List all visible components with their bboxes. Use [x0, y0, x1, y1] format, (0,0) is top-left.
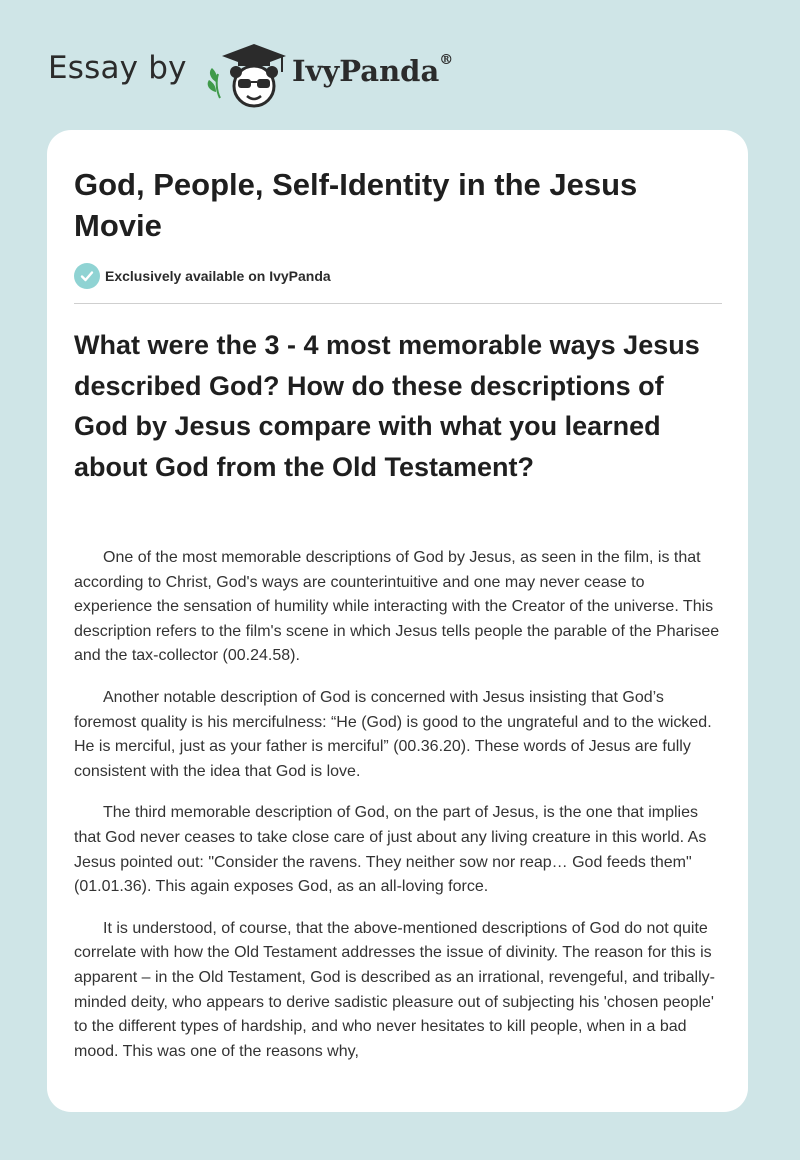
site-header	[48, 36, 508, 110]
essay-body	[74, 546, 724, 1081]
paragraph: It is understood, of course, that the above-mentioned descriptions of God do not quite correlate with how the Old Testament addresses the issue of divinity. The reason for this is apparent – in the Old Testament, God is described as an irrational, revengeful, and tribally-minded deity, who appears to derive sadistic pleasure out of subjecting his 'chosen people' to the different types of hardship, and who never hesitates to kill people, when in a bad mood. This was one of the reasons why,	[74, 919, 715, 1060]
paragraph: The third memorable description of God, on the part of Jesus, is the one that implies that God never ceases to take close care of just about any living creature in this world. As Jesus pointed out: "Consider the ravens. They neither sow nor reap… God feeds them" (01.01.36). This again exposes God, as an all-loving force.	[74, 804, 707, 896]
essay-by-label: Essay by	[48, 50, 187, 86]
exclusive-badge	[74, 263, 331, 289]
badge-text: Exclusively available on IvyPanda	[105, 268, 331, 284]
page-title: God, People, Self-Identity in the Jesus Movie	[74, 167, 638, 243]
panda-graduate-icon[interactable]	[202, 36, 292, 108]
check-circle-icon	[74, 263, 100, 289]
essay-card	[47, 130, 748, 1112]
registered-mark: ®	[439, 52, 454, 68]
paragraph: Another notable description of God is concerned with Jesus insisting that God’s foremost quality is his mercifulness: “He (God) is good to the ungrateful and to the wicked. He is merciful, just as your father is merciful” (00.36.20). These words of Jesus are fully consistent with the idea that God is love.	[74, 688, 712, 780]
brand-label[interactable]: IvyPanda	[292, 54, 440, 88]
paragraph: One of the most memorable descriptions of God by Jesus, as seen in the film, is that according to Christ, God's ways are counterintuitive and one may never cease to experience the sensation of humility while interacting with the Creator of the universe. This description refers to the film's scene in which Jesus tells people the parable of the Pharisee and the tax-collector (00.24.58).	[74, 549, 720, 665]
question-heading: What were the 3 - 4 most memorable ways Jesus described God? How do these descriptions of God by Jesus compare with what you learned about God from the Old Testament?	[74, 330, 700, 482]
brand-name[interactable]	[292, 54, 453, 88]
divider	[74, 303, 722, 304]
